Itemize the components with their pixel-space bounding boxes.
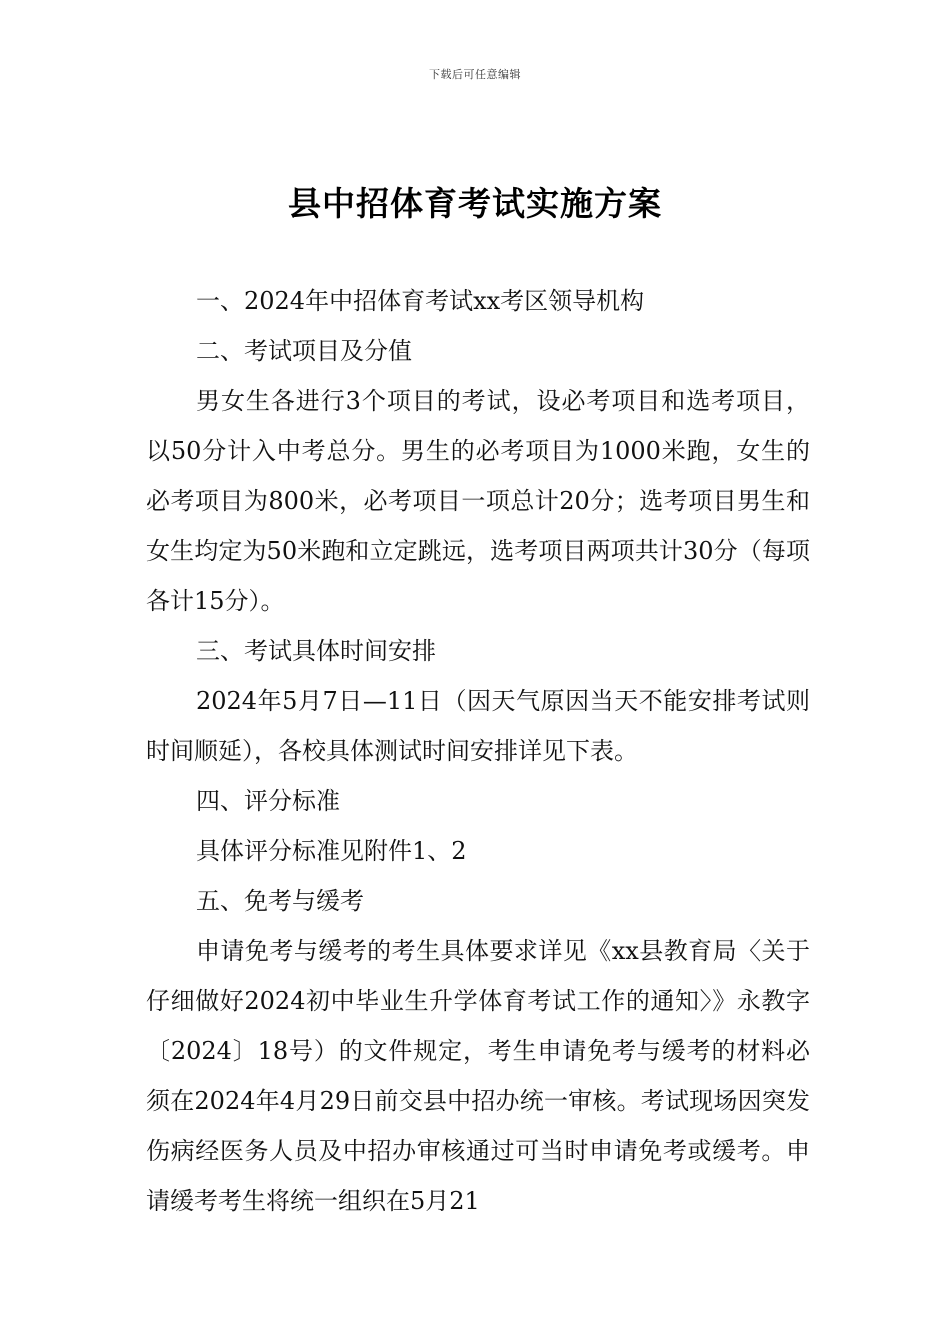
header-note: 下载后可任意编辑	[429, 68, 521, 81]
section-heading-5: 五、免考与缓考	[196, 887, 364, 915]
paragraph-scoring: 具体评分标准见附件1、2	[196, 837, 467, 865]
section-heading-3: 三、考试具体时间安排	[196, 637, 436, 665]
paragraph-schedule: 2024年5月7日—11日（因天气原因当天不能安排考试则时间顺延），各校具体测试时间安排详见下表。	[146, 687, 810, 765]
section-heading-4: 四、评分标准	[196, 787, 340, 815]
document-body	[146, 276, 810, 1226]
paragraph-exam-items: 男女生各进行3个项目的考试，设必考项目和选考项目，以50分计入中考总分。男生的必考项目为1000米跑，女生的必考项目为800米，必考项目一项总计20分；选考项目男生和女生均定为50米跑和立定跳远，选考项目两项共计30分（每项各计15分）。	[146, 387, 810, 615]
section-heading-2: 二、考试项目及分值	[196, 337, 412, 365]
section-heading-1: 一、2024年中招体育考试xx考区领导机构	[196, 287, 645, 315]
document-title: 县中招体育考试实施方案	[288, 184, 662, 223]
paragraph-exemption: 申请免考与缓考的考生具体要求详见《xx县教育局〈关于仔细做好2024初中毕业生升学体育考试工作的通知〉》永教字〔2024〕18号）的文件规定，考生申请免考与缓考的材料必须在2024年4月29日前交县中招办统一审核。考试现场因突发伤病经医务人员及中招办审核通过可当时申请免考或缓考。申请缓考考生将统一组织在5月21	[146, 937, 810, 1215]
